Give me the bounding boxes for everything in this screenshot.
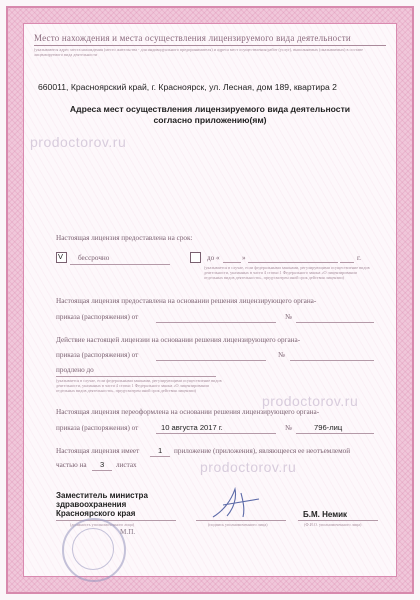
extended-until-line (56, 376, 216, 377)
term-indefinite: бессрочно (78, 254, 110, 262)
address-text: 660011, Красноярский край, г. Красноярск, ул. Лесная, дом 189, квартира 2 (38, 82, 337, 92)
appendix-sheets: 3 (100, 460, 105, 469)
name-note: (Ф.И.О. уполномоченного лица) (304, 522, 362, 527)
appendix-count: 1 (158, 446, 163, 455)
basis-date-line (156, 322, 276, 323)
signatory-position: Заместитель министра здравоохранения Красноярского края (56, 491, 148, 518)
checkbox-mark: V (58, 252, 64, 261)
stamp-mark: М.П. (120, 528, 136, 536)
reissued-number-line (296, 433, 374, 434)
handwritten-signature (205, 483, 265, 523)
extended-line3: продлено до (56, 366, 94, 374)
reissued-number: 796-лиц (314, 423, 343, 432)
appendix-has: Настоящая лицензия имеет (56, 447, 140, 455)
term-label: Настоящая лицензия предоставлена на срок: (56, 234, 193, 242)
name-line (298, 520, 378, 521)
reissued-no: № (285, 424, 292, 432)
official-seal (62, 518, 126, 582)
signature-line (196, 520, 286, 521)
term-year-suffix: г. (357, 254, 361, 262)
appendix-text: приложение (приложения), являющееся ее неотъемлемой (174, 447, 351, 455)
term-month-line (248, 262, 338, 263)
extended-no: № (278, 351, 285, 359)
appendix-part-of: частью на (56, 461, 87, 469)
term-indefinite-line (70, 264, 170, 265)
header-note: (указываются адрес места нахождения (место жительства - для индивидуального предпринимателя) и адреса мест осуществления работ (услуг), выполняемых (оказываемых) в составе лицензируемого вида деятельности (34, 47, 363, 57)
reissued-line1: Настоящая лицензия переоформлена на основании решения лицензирующего органа- (56, 408, 320, 416)
basis-line2: приказа (распоряжения) от (56, 313, 139, 321)
term-until: до « (207, 254, 220, 262)
header-rule (34, 45, 386, 46)
term-year-line (340, 262, 354, 263)
extended-number-line (290, 360, 374, 361)
basis-no: № (285, 313, 292, 321)
reissued-date: 10 августа 2017 г. (161, 423, 223, 432)
term-day-line (223, 262, 241, 263)
extended-note: (указывается в случае, если федеральными законами, регулирующими осуществление видов деятельности, указанных в части 4 статьи 1 Федерального закона «О лицензировании отдельных видов деятельности», предусмотрен иной срок действия лицензии) (56, 378, 222, 393)
position-note: (должность уполномоченного лица) (70, 522, 135, 527)
extended-date-line (156, 360, 266, 361)
watermark: prodoctorov.ru (30, 134, 127, 150)
term-note: (указывается в случае, если федеральными законами, регулирующими осуществление видов деятельности, указанных в части 4 статьи 1 Федерального закона «О лицензировании отдельных видов деятельности», предусмотрен иной срок действия лицензии) (204, 265, 370, 280)
appendix-sheets-label: листах (116, 461, 137, 469)
extended-line1: Действие настоящей лицензии на основании решения лицензирующего органа- (56, 336, 301, 344)
basis-number-line (296, 322, 374, 323)
term-quote-close: » (242, 254, 246, 262)
reissued-date-line (156, 433, 276, 434)
signature-note: (подпись уполномоченного лица) (208, 522, 268, 527)
signatory-name: Б.М. Немик (303, 510, 348, 519)
basis-line1: Настоящая лицензия предоставлена на основании решения лицензирующего органа- (56, 297, 317, 305)
header-title: Место нахождения и места осуществления лицензируемого вида деятельности (34, 33, 351, 43)
watermark: prodoctorov.ru (200, 459, 297, 475)
extended-line2: приказа (распоряжения) от (56, 351, 139, 359)
appendix-count-line (150, 456, 170, 457)
until-checkbox (190, 252, 201, 263)
position-line (56, 520, 176, 521)
appendix-sheets-line (92, 470, 112, 471)
places-heading: Адреса мест осуществления лицензируемого вида деятельности согласно приложению(ям) (69, 104, 351, 125)
reissued-line2: приказа (распоряжения) от (56, 424, 139, 432)
watermark: prodoctorov.ru (262, 393, 359, 409)
